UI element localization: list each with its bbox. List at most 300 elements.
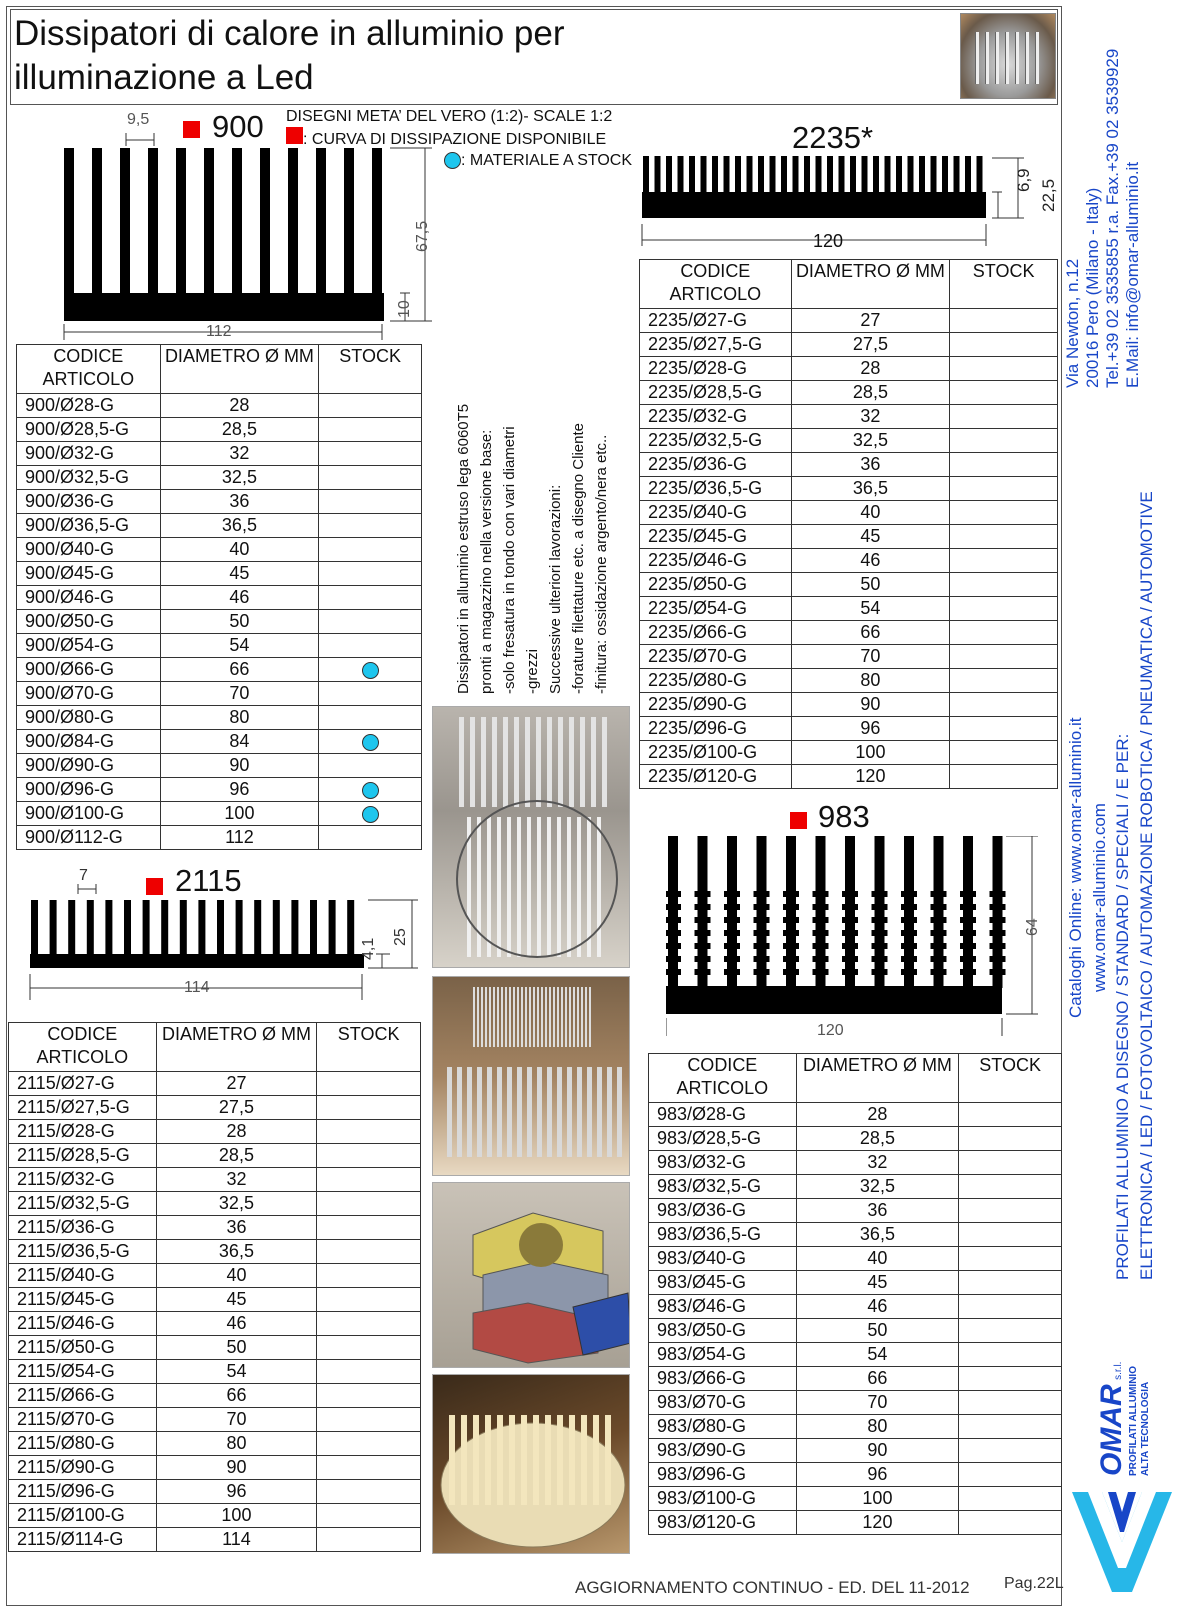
article-code: 2115/Ø90-G: [9, 1456, 157, 1480]
article-code: 983/Ø46-G: [649, 1295, 797, 1319]
table-row: [640, 477, 1058, 501]
table-row: [649, 1223, 1062, 1247]
fin: [477, 817, 481, 957]
fin: [507, 817, 511, 957]
fin-serration: [813, 969, 829, 975]
table-row: [9, 1480, 421, 1504]
fin: [735, 156, 741, 196]
article-code: 2235/Ø96-G: [640, 717, 792, 741]
table-row: [17, 610, 422, 634]
fin-serration: [931, 917, 947, 923]
fin: [372, 148, 382, 298]
fin: [875, 836, 885, 988]
fin: [565, 987, 567, 1047]
article-code: 2235/Ø27,5-G: [640, 333, 792, 357]
fin: [461, 1415, 467, 1505]
article-code: 2235/Ø66-G: [640, 621, 792, 645]
fin: [581, 1415, 587, 1505]
stock-cell: [319, 442, 422, 466]
header-diameter: DIAMETRO Ø MM: [791, 260, 950, 309]
fin: [934, 836, 944, 988]
fin-serration: [695, 891, 711, 897]
diameter-value: 96: [156, 1480, 317, 1504]
fin-serration: [666, 956, 681, 962]
diameter-value: 45: [791, 525, 950, 549]
profile-2115-fins: [31, 900, 354, 958]
article-code: 2235/Ø90-G: [640, 693, 792, 717]
table-row: [9, 1408, 421, 1432]
fin: [862, 156, 868, 196]
fin: [963, 836, 973, 988]
fin: [68, 900, 75, 958]
table-row: [17, 418, 422, 442]
fin-serration: [783, 969, 799, 975]
fin-serration: [960, 930, 976, 936]
table-row: [17, 634, 422, 658]
diameter-value: 90: [796, 1439, 959, 1463]
profile-983-width: 120: [817, 1022, 844, 1039]
stock-cell: [319, 490, 422, 514]
diameter-value: 28,5: [791, 381, 950, 405]
fin: [105, 900, 112, 958]
table-row: [640, 741, 1058, 765]
fin: [804, 156, 810, 196]
fin: [525, 987, 527, 1047]
fin-serration: [666, 891, 681, 897]
table-row: [17, 442, 422, 466]
profile-900-width: 112: [206, 323, 232, 340]
table-row: [17, 514, 422, 538]
fin: [816, 836, 826, 988]
article-code: 2235/Ø54-G: [640, 597, 792, 621]
diameter-value: 46: [796, 1295, 959, 1319]
fin-serration: [931, 956, 947, 962]
fin: [481, 717, 486, 807]
fin: [549, 987, 551, 1047]
fin: [503, 717, 508, 807]
stock-cell: [319, 418, 422, 442]
contact-email: E.Mail: info@omar-alluminio.it: [1123, 161, 1142, 388]
table-row: [17, 562, 422, 586]
article-code: 900/Ø36-G: [17, 490, 161, 514]
fin: [597, 817, 601, 957]
stock-cell: [959, 1295, 1062, 1319]
fin-serration: [666, 904, 681, 910]
fin: [161, 900, 168, 958]
table-row: [640, 453, 1058, 477]
profile-2235-name: 2235*: [792, 120, 874, 155]
table-row: [649, 1319, 1062, 1343]
article-code: 2235/Ø40-G: [640, 501, 792, 525]
fin: [513, 987, 515, 1047]
fin: [557, 1415, 563, 1505]
fin: [581, 987, 583, 1047]
header-stock: STOCK: [959, 1054, 1062, 1103]
fin-serration: [813, 904, 829, 910]
diameter-value: 45: [156, 1288, 317, 1312]
table-row: [649, 1391, 1062, 1415]
fin-serration: [783, 956, 799, 962]
table-row: [9, 1288, 421, 1312]
stock-cell: [319, 826, 422, 850]
omar-logo: [1095, 1362, 1129, 1476]
fin: [896, 156, 902, 196]
diameter-value: 70: [156, 1408, 317, 1432]
article-code: 2115/Ø54-G: [9, 1360, 157, 1384]
fin: [143, 900, 150, 958]
article-code: 983/Ø66-G: [649, 1367, 797, 1391]
fin-serration: [724, 891, 740, 897]
stock-cell: [319, 562, 422, 586]
fin-serration: [990, 904, 1006, 910]
fin: [557, 817, 561, 957]
header-product-photo: [960, 13, 1056, 99]
article-code: 2235/Ø120-G: [640, 765, 792, 789]
fin: [527, 1067, 532, 1157]
fin: [176, 148, 186, 298]
article-code: 2115/Ø36-G: [9, 1216, 157, 1240]
fin: [521, 987, 523, 1047]
table-row: [9, 1312, 421, 1336]
stock-cell: [319, 682, 422, 706]
fin-serration: [783, 917, 799, 923]
services-block: [1111, 491, 1159, 1280]
fin: [316, 148, 326, 298]
fin-serration: [901, 969, 917, 975]
diameter-value: 45: [160, 562, 319, 586]
fin: [931, 156, 937, 196]
page-title: Dissipatori di calore in alluminio per illuminazione a Led: [14, 14, 565, 97]
fin: [473, 1415, 479, 1505]
note-line: Dissipatori in alluminio estruso lega 6060T5: [455, 403, 472, 694]
diameter-value: 80: [796, 1415, 959, 1439]
fin: [569, 717, 574, 807]
fin: [505, 987, 507, 1047]
fin: [481, 987, 483, 1047]
diameter-value: 28: [160, 394, 319, 418]
stock-cell: [317, 1384, 421, 1408]
article-code: 2235/Ø28-G: [640, 357, 792, 381]
fin: [31, 900, 38, 958]
table-row: [649, 1487, 1062, 1511]
fin-serration: [695, 943, 711, 949]
profile-900-drawing: [60, 128, 450, 343]
profile-900-fins: [64, 148, 382, 298]
note-line: -grezzi: [524, 648, 541, 694]
fin: [517, 1067, 522, 1157]
fin: [493, 987, 495, 1047]
fin: [485, 1415, 491, 1505]
table-row: [640, 573, 1058, 597]
table-row: [640, 669, 1058, 693]
fin: [757, 836, 767, 988]
diameter-value: 32,5: [156, 1192, 317, 1216]
stock-cell: [959, 1319, 1062, 1343]
table-row: [17, 826, 422, 850]
diameter-value: 45: [796, 1271, 959, 1295]
stock-cell: [950, 765, 1058, 789]
article-code: 983/Ø28-G: [649, 1103, 797, 1127]
table-row: [9, 1120, 421, 1144]
fin: [254, 900, 261, 958]
stock-cell: [959, 1343, 1062, 1367]
table-row: [17, 466, 422, 490]
header-diameter: DIAMETRO Ø MM: [156, 1023, 317, 1072]
article-code: 2115/Ø27-G: [9, 1072, 157, 1096]
stock-cell: [950, 669, 1058, 693]
article-code: 900/Ø84-G: [17, 730, 161, 754]
diameter-value: 36,5: [796, 1223, 959, 1247]
fin-serration: [695, 917, 711, 923]
fin: [537, 1067, 542, 1157]
fin-serration: [872, 904, 888, 910]
stock-cell: [317, 1408, 421, 1432]
header-diameter: DIAMETRO Ø MM: [796, 1054, 959, 1103]
diameter-value: 90: [791, 693, 950, 717]
logo-suffix: s.r.l.: [1113, 1361, 1124, 1380]
fin-serration: [813, 943, 829, 949]
diameter-value: 32: [791, 405, 950, 429]
stock-cell: [950, 357, 1058, 381]
diameter-value: 114: [156, 1528, 317, 1552]
table-row: [17, 586, 422, 610]
stock-cell: [317, 1240, 421, 1264]
article-code: 983/Ø50-G: [649, 1319, 797, 1343]
stock-cell: [959, 1271, 1062, 1295]
fin: [580, 717, 585, 807]
fin: [509, 1415, 515, 1505]
fin: [547, 1067, 552, 1157]
fin: [492, 717, 497, 807]
fin: [816, 156, 822, 196]
fin: [497, 1067, 502, 1157]
fin: [942, 156, 948, 196]
fin: [786, 836, 796, 988]
profile-2115-pitch: 7: [79, 867, 88, 884]
fin: [449, 1415, 455, 1505]
fin: [908, 156, 914, 196]
article-code: 2115/Ø32,5-G: [9, 1192, 157, 1216]
fin-serration: [872, 917, 888, 923]
stock-cell: [950, 333, 1058, 357]
diameter-value: 66: [796, 1367, 959, 1391]
fin: [347, 900, 354, 958]
fin-serration: [931, 969, 947, 975]
stock-cell: [950, 693, 1058, 717]
article-code: 2115/Ø28,5-G: [9, 1144, 157, 1168]
stock-cell: [950, 645, 1058, 669]
note-line: -solo fresatura in tondo con vari diametri: [501, 426, 518, 694]
stock-cell: [959, 1439, 1062, 1463]
stock-cell: [959, 1199, 1062, 1223]
diameter-value: 66: [791, 621, 950, 645]
profile-983-base: [666, 986, 1002, 1014]
article-code: 900/Ø66-G: [17, 658, 161, 682]
stock-cell: [319, 706, 422, 730]
diameter-value: 70: [160, 682, 319, 706]
fin-serration: [695, 956, 711, 962]
product-photo-1: [432, 706, 630, 968]
header-stock: STOCK: [950, 260, 1058, 309]
diameter-value: 50: [791, 573, 950, 597]
table-row: [640, 525, 1058, 549]
table-row: [9, 1168, 421, 1192]
fin: [545, 1415, 551, 1505]
fin-serration: [813, 956, 829, 962]
table-row: [9, 1096, 421, 1120]
profile-2235-fins: [643, 156, 983, 196]
fin-serration: [724, 904, 740, 910]
diameter-value: 96: [160, 778, 319, 802]
diameter-value: 32: [156, 1168, 317, 1192]
fin: [585, 987, 587, 1047]
stock-cell: [317, 1096, 421, 1120]
stock-cell: [317, 1144, 421, 1168]
logo-tag1: PROFILATI ALLUMINIO: [1128, 1366, 1139, 1476]
fin: [668, 836, 678, 988]
fin: [64, 148, 74, 298]
diameter-value: 36: [796, 1199, 959, 1223]
stock-dot-icon: [362, 662, 379, 679]
stock-cell: [959, 1103, 1062, 1127]
diameter-value: 36: [156, 1216, 317, 1240]
article-code: 2115/Ø46-G: [9, 1312, 157, 1336]
table-row: [649, 1175, 1062, 1199]
fin: [497, 817, 501, 957]
fin: [919, 156, 925, 196]
diameter-value: 40: [791, 501, 950, 525]
fin: [87, 900, 94, 958]
diameter-value: 90: [156, 1456, 317, 1480]
table-row: [640, 765, 1058, 789]
diameter-value: 66: [160, 658, 319, 682]
fin: [329, 900, 336, 958]
article-code: 983/Ø32-G: [649, 1151, 797, 1175]
article-code: 2235/Ø45-G: [640, 525, 792, 549]
fin-serration: [960, 917, 976, 923]
diameter-value: 36,5: [791, 477, 950, 501]
notes-block: [452, 404, 613, 694]
fin-serration: [666, 917, 681, 923]
note-line: -finitura: ossidazione argento/nera etc..: [593, 434, 610, 694]
table-row: [9, 1432, 421, 1456]
diameter-value: 96: [796, 1463, 959, 1487]
diameter-value: 27,5: [156, 1096, 317, 1120]
table-row: [640, 309, 1058, 333]
fin-serration: [813, 917, 829, 923]
legend-stock: [444, 151, 632, 171]
article-code: 2115/Ø27,5-G: [9, 1096, 157, 1120]
services-line2: ELETTRONICA / LED / FOTOVOLTAICO / AUTOMAZIONE ROBOTICA / PNEUMATICA / AUTOMOTIVE: [1137, 491, 1156, 1280]
table-row: [17, 658, 422, 682]
fin: [904, 836, 914, 988]
diameter-value: 36: [160, 490, 319, 514]
diameter-value: 100: [791, 741, 950, 765]
diameter-value: 100: [796, 1487, 959, 1511]
stock-cell: [950, 381, 1058, 405]
article-code: 900/Ø70-G: [17, 682, 161, 706]
fin: [770, 156, 776, 196]
diameter-value: 80: [791, 669, 950, 693]
stock-cell: [959, 1463, 1062, 1487]
profile-983-fins: [666, 836, 1006, 988]
table-row: [9, 1264, 421, 1288]
profile-2115-height: 25: [392, 928, 409, 946]
stock-cell: [319, 610, 422, 634]
fin: [288, 148, 298, 298]
article-code: 2115/Ø40-G: [9, 1264, 157, 1288]
fin-serration: [901, 930, 917, 936]
fin-serration: [901, 891, 917, 897]
fin: [473, 987, 475, 1047]
fin-serration: [754, 930, 770, 936]
diameter-value: 80: [160, 706, 319, 730]
fin: [217, 900, 224, 958]
table-row: [9, 1456, 421, 1480]
fin: [567, 817, 571, 957]
fin-serration: [960, 904, 976, 910]
article-code: 900/Ø32-G: [17, 442, 161, 466]
table-row: [640, 501, 1058, 525]
diameter-value: 66: [156, 1384, 317, 1408]
fin: [501, 987, 503, 1047]
contact-address2: 20016 Pero (Milano - Italy): [1083, 187, 1102, 388]
article-code: 983/Ø96-G: [649, 1463, 797, 1487]
fin-serration: [960, 969, 976, 975]
fin: [533, 987, 535, 1047]
diameter-value: 28: [156, 1120, 317, 1144]
stock-cell: [950, 405, 1058, 429]
omar-logo-mark-icon: [1068, 1482, 1176, 1602]
article-code: 2235/Ø36-G: [640, 453, 792, 477]
article-code: 900/Ø46-G: [17, 586, 161, 610]
stock-cell: [959, 1175, 1062, 1199]
logo-brand: OMAR: [1095, 1384, 1128, 1476]
fin: [507, 1067, 512, 1157]
fin: [577, 817, 581, 957]
fin: [569, 987, 571, 1047]
table-row: [17, 538, 422, 562]
fin: [965, 156, 971, 196]
article-code: 2115/Ø50-G: [9, 1336, 157, 1360]
fin: [643, 156, 649, 196]
profile-900-pitch: 9,5: [127, 111, 150, 128]
table-900: [16, 344, 422, 850]
table-row: [9, 1072, 421, 1096]
stock-cell: [317, 1216, 421, 1240]
stock-cell: [317, 1360, 421, 1384]
article-code: 2115/Ø28-G: [9, 1120, 157, 1144]
diameter-value: 54: [796, 1343, 959, 1367]
fin-serration: [783, 904, 799, 910]
profile-2235-height: 22,5: [1039, 178, 1058, 212]
table-row: [649, 1367, 1062, 1391]
stock-cell: [317, 1168, 421, 1192]
diameter-value: 32: [796, 1151, 959, 1175]
fin: [232, 148, 242, 298]
footer-edition: AGGIORNAMENTO CONTINUO - ED. DEL 11-2012: [575, 1578, 970, 1597]
table-row: [640, 645, 1058, 669]
fin-serration: [666, 930, 681, 936]
fin-serration: [990, 930, 1006, 936]
article-code: 983/Ø28,5-G: [649, 1127, 797, 1151]
table-row: [640, 333, 1058, 357]
header-diameter: DIAMETRO Ø MM: [160, 345, 319, 394]
diameter-value: 36,5: [160, 514, 319, 538]
fin-serration: [695, 904, 711, 910]
fin: [698, 836, 708, 988]
fin-serration: [872, 891, 888, 897]
